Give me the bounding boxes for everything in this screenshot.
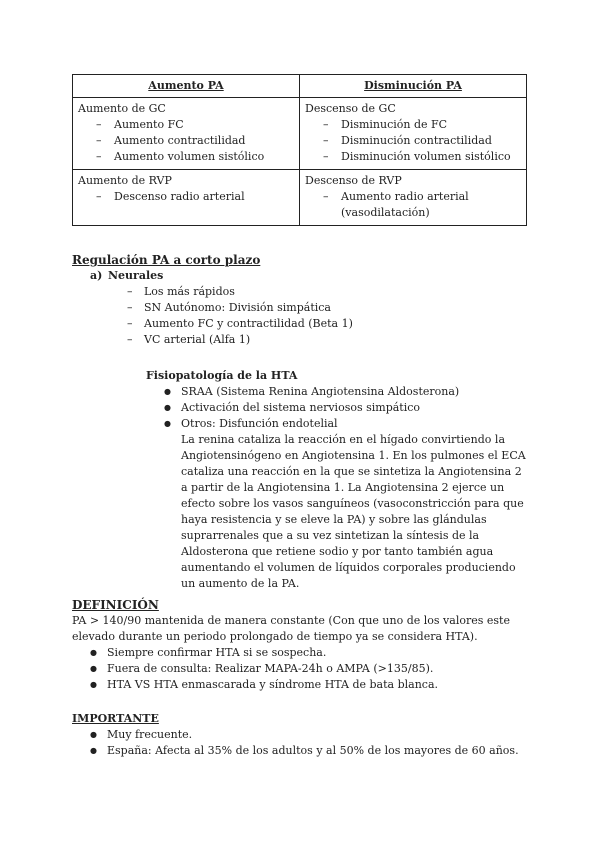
list-item: – Aumento contractilidad	[96, 133, 294, 149]
list-item: – Aumento radio arterial (vasodilatación)	[323, 189, 521, 221]
definicion-text: PA > 140/90 mantenida de manera constante (Con que uno de los valores este elevado durante un periodo prolongado de tiempo ya se considera HTA).	[72, 614, 510, 643]
neurales-list	[72, 284, 532, 348]
cell-list	[78, 189, 294, 205]
list-item: ● Fuera de consulta: Realizar MAPA-24h o AMPA (>135/85).	[89, 661, 532, 677]
list-item: – Disminución volumen sistólico	[323, 149, 521, 165]
list-item-text: Otros: Disfunción endotelial	[181, 417, 338, 430]
neurales-subheading	[72, 268, 532, 284]
header-aumento: Aumento PA	[73, 75, 300, 98]
list-item: – Disminución contractilidad	[323, 133, 521, 149]
header-disminucion: Disminución PA	[300, 75, 527, 98]
list-item: ● Siempre confirmar HTA si se sospecha.	[89, 645, 532, 661]
list-item: – Aumento FC	[96, 117, 294, 133]
list-item: – Disminución de FC	[323, 117, 521, 133]
cell-list	[305, 189, 521, 221]
list-item: ● SRAA (Sistema Renina Angiotensina Aldosterona)	[163, 384, 531, 400]
list-item: – Aumento FC y contractilidad (Beta 1)	[127, 316, 532, 332]
list-item	[163, 416, 531, 592]
sub-label: Neurales	[108, 269, 164, 282]
cell-aumento-rvp	[73, 170, 300, 226]
cell-aumento-gc	[73, 98, 300, 170]
importante-heading: IMPORTANTE	[72, 712, 159, 725]
fisiopatologia-section	[146, 368, 531, 592]
fisiopatologia-heading: Fisiopatología de la HTA	[146, 369, 298, 382]
list-item: ● Activación del sistema nerviosos simpático	[163, 400, 531, 416]
list-item: – Aumento volumen sistólico	[96, 149, 294, 165]
cell-title: Descenso de GC	[305, 102, 396, 115]
list-item: – VC arterial (Alfa 1)	[127, 332, 532, 348]
importante-list	[72, 727, 532, 759]
cell-title: Aumento de GC	[78, 102, 166, 115]
cell-list	[305, 117, 521, 165]
table-header-row	[73, 75, 527, 98]
regulacion-section	[72, 252, 532, 348]
cell-title: Aumento de RVP	[78, 174, 172, 187]
fisiopatologia-list	[146, 384, 531, 592]
definicion-heading: DEFINICIÓN	[72, 598, 159, 612]
definicion-section	[72, 597, 532, 693]
regulacion-heading: Regulación PA a corto plazo	[72, 253, 261, 267]
table-row	[73, 98, 527, 170]
cell-descenso-gc	[300, 98, 527, 170]
definicion-list	[72, 645, 532, 693]
list-item: – SN Autónomo: División simpática	[127, 300, 532, 316]
sub-marker: a)	[90, 269, 103, 282]
blood-pressure-table	[72, 74, 527, 226]
fisiopatologia-paragraph: La renina cataliza la reacción en el hígado convirtiendo la Angiotensinógeno en Angiotensina 1. En los pulmones el ECA cataliza una reacción en la que se sintetiza la Angiotensina 2 a partir de la Angiotensina 1. La Angiotensina 2 ejerce un efecto sobre los vasos sanguíneos (vasoconstricción para que haya resistencia y se eleve la PA) y sobre las glándulas suprarrenales que a su vez sintetizan la síntesis de la Aldosterona que retiene sodio y por tanto también agua aumentando el volumen de líquidos corporales produciendo un aumento de la PA.	[181, 433, 526, 590]
list-item: – Descenso radio arterial	[96, 189, 294, 205]
cell-title: Descenso de RVP	[305, 174, 402, 187]
table-row	[73, 170, 527, 226]
importante-section	[72, 711, 532, 759]
cell-descenso-rvp	[300, 170, 527, 226]
list-item: ● España: Afecta al 35% de los adultos y al 50% de los mayores de 60 años.	[89, 743, 532, 759]
cell-list	[78, 117, 294, 165]
list-item: ● Muy frecuente.	[89, 727, 532, 743]
list-item: ● HTA VS HTA enmascarada y síndrome HTA de bata blanca.	[89, 677, 532, 693]
list-item: – Los más rápidos	[127, 284, 532, 300]
